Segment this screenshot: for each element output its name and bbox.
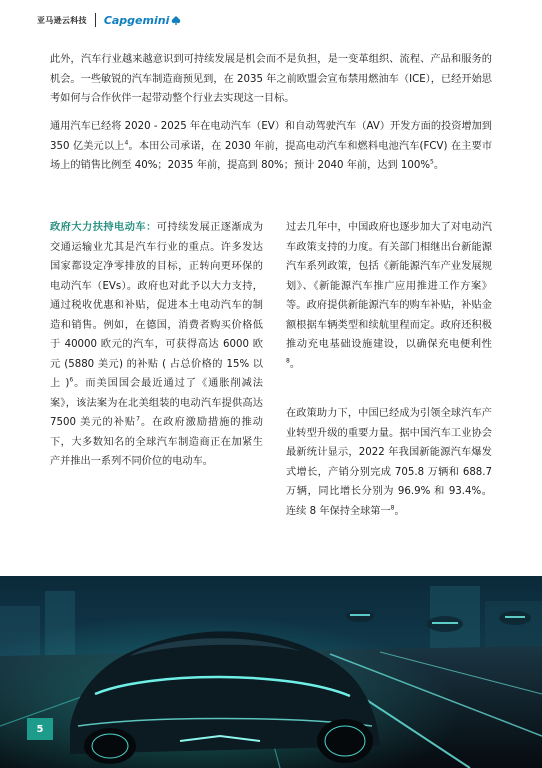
china-growth-text: 在政策助力下，中国已经成为引领全球汽车产业转型升级的重要力量。据中国汽车工业协会最新统计显示，2022 年我国新能源汽车爆发式增长，产销分别完成 705.8 万辆和 688.7 万辆，同比增长分别为 96.9% 和 93.4%。连续 8 年保持全球第一 bbox=[286, 408, 492, 517]
capgemini-logo-text: Capgemini bbox=[103, 13, 170, 27]
footnote-ref: 8 bbox=[286, 357, 290, 365]
china-growth-end: 。 bbox=[394, 505, 405, 517]
investment-text-1: 通用汽车已经将 2020 - 2025 年在电动汽车（EV）和自动驾驶汽车（AV）开发方面的投资增加到 350 亿美元以上 bbox=[50, 121, 492, 152]
investment-text-end: 。 bbox=[433, 160, 445, 171]
section-heading: 政府大力扶持电动车： bbox=[50, 222, 157, 233]
aws-cn-logo-text: 亚马逊云科技 bbox=[37, 15, 87, 25]
china-growth-paragraph bbox=[286, 404, 492, 521]
footnote-ref: 8 bbox=[390, 504, 395, 512]
investment-paragraph bbox=[50, 117, 492, 176]
china-policy-text: 过去几年中，中国政府也逐步加大了对电动汽车政策支持的力度。有关部门相继出台新能源汽车系列政策，包括《新能源汽车产业发展规划》、《新能源汽车推广应用推进工作方案》等。政府提供新能源汽车的购车补贴，补贴金额根据车辆类型和续航里程而定。政府还积极推动充电基础设施建设，以确保充电便利性 bbox=[286, 222, 492, 350]
gov-text-2: 。而美国国会最近通过了《通胀削减法案》，该法案为在北美组装的电动汽车提供高达 7500 美元的补贴 bbox=[50, 378, 263, 428]
electric-car-hero-image bbox=[0, 576, 542, 768]
capgemini-spade-icon bbox=[171, 16, 181, 25]
footnote-ref: 7 bbox=[136, 415, 140, 423]
government-support-paragraph bbox=[50, 218, 263, 472]
footnote-ref: 5 bbox=[430, 158, 434, 166]
header-divider bbox=[95, 13, 96, 27]
footnote-ref: 4 bbox=[124, 139, 129, 147]
gov-text-3: 。在政府激励措施的推动下，大多数知名的全球汽车制造商正在加紧生产并推出一系列不同价位的电动车。 bbox=[50, 417, 263, 467]
investment-text-2: 。本田公司承诺，在 2030 年前，提高电动汽车和燃料电池汽车(FCV) 在主要市场上的销售比例至 40%；2035 年前，提高到 80%；预计 2040 年前，达到 100% bbox=[50, 140, 493, 171]
intro-paragraph: 此外，汽车行业越来越意识到可持续发展是机会而不是负担，是一变革组织、流程、产品和服务的机会。一些敏锐的汽车制造商预见到，在 2035 年之前欧盟会宣布禁用燃油车（ICE），已经开始思考如何与合作伙伴一起带动整个行业去实现这一目标。 bbox=[50, 54, 492, 104]
footnote-ref: 6 bbox=[69, 376, 74, 384]
page-header bbox=[37, 10, 181, 30]
gov-text-1: 可持续发展正逐渐成为交通运输业尤其是汽车行业的重点。许多发达国家都设定净零排放的目标，正转向更环保的电动汽车（EVs）。政府也对此予以大力支持，通过税收优惠和补贴，促进本土电动汽车的制造和销售。例如，在德国，消费者购买价格低于 40000 欧元的汽车，可获得高达 6000 欧元 (5880 美元) 的补贴 ( 占总价格的 15% 以上 ) bbox=[50, 222, 264, 389]
page-number: 5 bbox=[27, 718, 53, 740]
china-policy-end: 。 bbox=[289, 358, 301, 370]
china-policy-paragraph bbox=[286, 218, 492, 374]
